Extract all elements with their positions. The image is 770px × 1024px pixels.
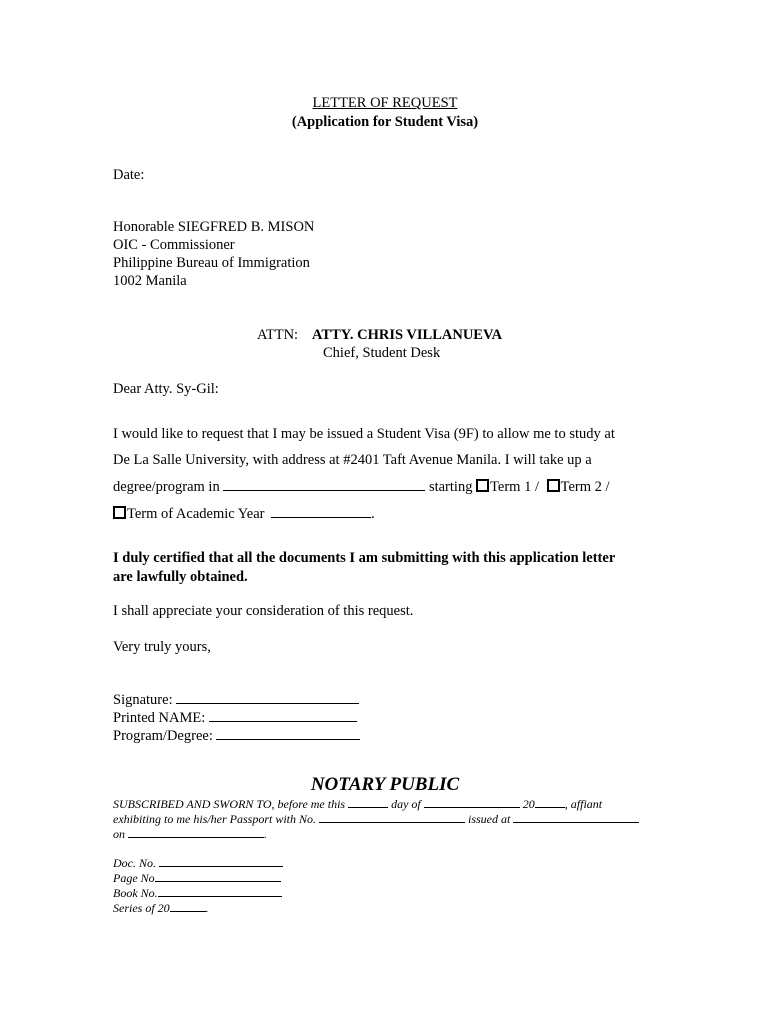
addressee-position: OIC - Commissioner bbox=[113, 237, 235, 253]
body-line-2: De La Salle University, with address at #2401 Taft Avenue Manila. I will take up a bbox=[113, 452, 592, 468]
addressee-city: 1002 Manila bbox=[113, 273, 187, 289]
body-period: . bbox=[371, 506, 375, 522]
program-degree-row bbox=[113, 727, 360, 745]
closing-text: Very truly yours, bbox=[113, 639, 211, 655]
degree-program-field[interactable] bbox=[223, 478, 425, 491]
term-1-checkbox[interactable] bbox=[476, 479, 489, 492]
notary-issued-at-text: issued at bbox=[468, 812, 511, 826]
notary-line-1 bbox=[113, 796, 658, 812]
notary-line-2 bbox=[113, 811, 639, 827]
notary-on-text: on bbox=[113, 827, 125, 841]
doc-no-label: Doc. No. bbox=[113, 856, 156, 870]
program-degree-label: Program/Degree: bbox=[113, 728, 213, 744]
attn-name: ATTY. CHRIS VILLANUEVA bbox=[312, 327, 503, 343]
printed-name-label: Printed NAME: bbox=[113, 710, 206, 726]
term-ay-label: Term of Academic Year bbox=[127, 506, 265, 522]
book-no-row bbox=[113, 885, 282, 901]
page-no-row bbox=[113, 870, 281, 886]
notary-subscribed-text: SUBSCRIBED AND SWORN TO, before me this bbox=[113, 797, 346, 811]
appreciation-text: I shall appreciate your consideration of this request. bbox=[113, 603, 414, 619]
page-no-field[interactable] bbox=[155, 870, 281, 882]
signature-row bbox=[113, 691, 359, 709]
salutation: Dear Atty. Sy-Gil: bbox=[113, 381, 219, 397]
attn-title: Chief, Student Desk bbox=[323, 345, 441, 361]
series-label: Series of 20 bbox=[113, 901, 170, 915]
term-1-label: Term 1 / bbox=[490, 479, 539, 495]
signature-field[interactable] bbox=[176, 691, 359, 704]
notary-exhibiting-text: exhibiting to me his/her Passport with No. bbox=[113, 812, 316, 826]
certification-line-1: I duly certified that all the documents I am submitting with this application letter bbox=[113, 550, 616, 566]
notary-on-end: . bbox=[264, 827, 267, 841]
page-no-label: Page No bbox=[113, 871, 155, 885]
certification-line-2: are lawfully obtained. bbox=[113, 569, 248, 585]
book-no-field[interactable] bbox=[158, 885, 282, 897]
printed-name-field[interactable] bbox=[209, 709, 357, 722]
series-field[interactable] bbox=[170, 900, 206, 912]
letter-title: LETTER OF REQUEST bbox=[312, 95, 458, 111]
body-line-3 bbox=[113, 478, 610, 496]
series-row bbox=[113, 900, 209, 916]
notary-month-field[interactable] bbox=[424, 796, 520, 808]
starting-label: starting bbox=[428, 479, 473, 495]
body-line-4 bbox=[113, 505, 375, 523]
notary-day-of-text: day of bbox=[391, 797, 421, 811]
printed-name-row bbox=[113, 709, 357, 727]
issued-on-field[interactable] bbox=[128, 826, 264, 838]
attn-label: ATTN: bbox=[257, 327, 299, 343]
passport-no-field[interactable] bbox=[319, 811, 465, 823]
notary-line-3 bbox=[113, 826, 267, 842]
notary-day-field[interactable] bbox=[348, 796, 388, 808]
doc-no-row bbox=[113, 855, 283, 871]
series-end: . bbox=[205, 901, 209, 915]
book-no-label: Book No. bbox=[113, 886, 158, 900]
program-degree-field[interactable] bbox=[216, 727, 360, 740]
issued-at-field[interactable] bbox=[513, 811, 639, 823]
addressee-office: Philippine Bureau of Immigration bbox=[113, 255, 310, 271]
notary-affiant-text: , affiant bbox=[564, 797, 603, 811]
doc-no-field[interactable] bbox=[159, 855, 283, 867]
term-ay-checkbox[interactable] bbox=[113, 506, 126, 519]
degree-program-label: degree/program in bbox=[113, 479, 220, 495]
notary-title: NOTARY PUBLIC bbox=[310, 774, 460, 795]
notary-year-field[interactable] bbox=[535, 796, 565, 808]
addressee-name: Honorable SIEGFRED B. MISON bbox=[113, 219, 315, 235]
academic-year-field[interactable] bbox=[271, 505, 371, 518]
date-label: Date: bbox=[113, 167, 145, 183]
term-2-label: Term 2 / bbox=[560, 479, 610, 495]
notary-year-prefix: 20 bbox=[522, 797, 535, 811]
term-2-checkbox[interactable] bbox=[547, 479, 560, 492]
letter-subtitle: (Application for Student Visa) bbox=[291, 114, 479, 130]
signature-label: Signature: bbox=[113, 692, 173, 708]
body-line-1: I would like to request that I may be issued a Student Visa (9F) to allow me to study at bbox=[113, 426, 615, 442]
